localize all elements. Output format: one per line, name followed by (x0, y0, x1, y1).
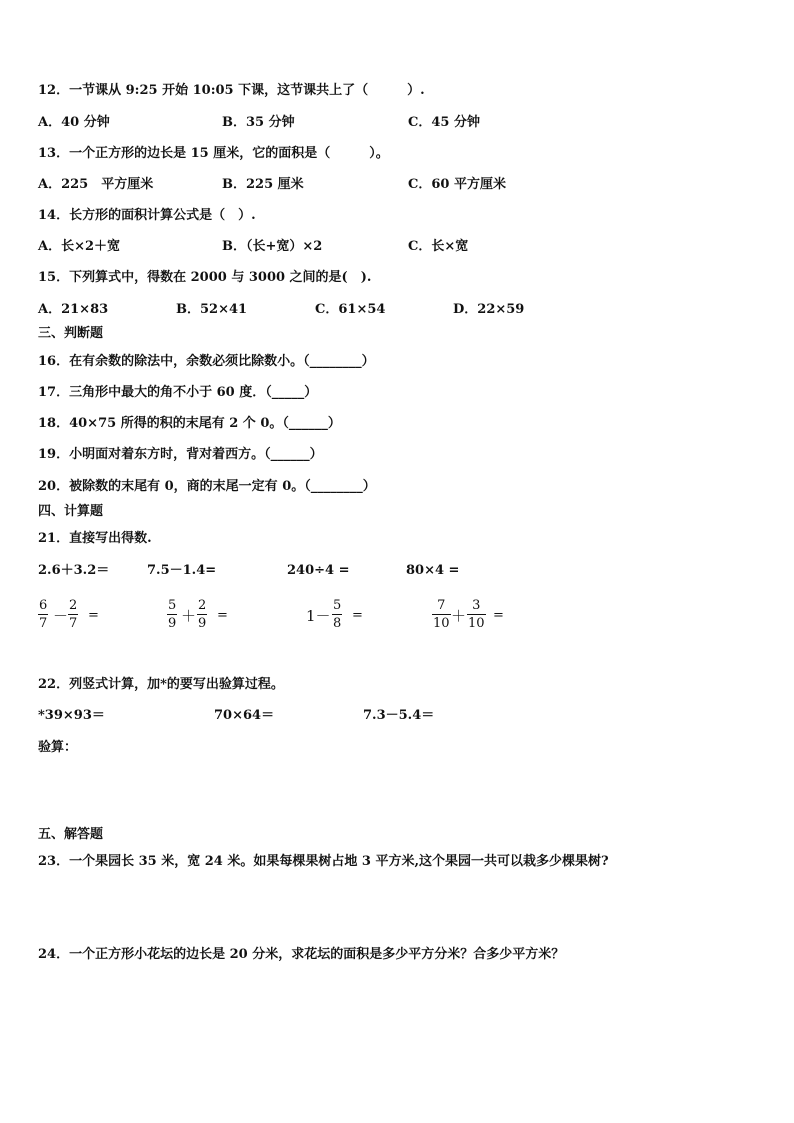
fraction-bar (432, 614, 451, 615)
fraction-6-7 (38, 598, 48, 631)
question-23: 23．一个果园长 35 米，宽 24 米。如果每棵果树占地 3 平方米,这个果园一共可以栽多少棵果树? (38, 854, 609, 869)
judge-17: 17．三角形中最大的角不小于 60 度．（_____） (38, 385, 318, 400)
operator-plus: ＋ (451, 607, 467, 625)
denominator: 7 (69, 616, 78, 631)
section-4-heading: 四、计算题 (38, 504, 104, 519)
denominator: 8 (333, 616, 342, 631)
q13-option-c: C．60 平方厘米 (408, 177, 506, 192)
question-24: 24．一个正方形小花坛的边长是 20 分米，求花坛的面积是多少平方分米？合多少平方米？ (38, 947, 565, 962)
question-12: 12．一节课从 9:25 开始 10:05 下课，这节课共上了（ ）. (38, 83, 425, 98)
judge-18: 18．40×75 所得的积的末尾有 2 个 0。（______） (38, 416, 341, 431)
equals-sign: = (352, 608, 363, 623)
q15-option-c: C．61×54 (315, 302, 386, 317)
denominator: 10 (468, 616, 485, 631)
denominator: 10 (433, 616, 450, 631)
judge-20: 20．被除数的末尾有 0，商的末尾一定有 0。（________） (38, 479, 376, 494)
check-label: 验算： (38, 740, 78, 755)
fraction-2-9 (197, 598, 207, 631)
vertical-calc-2: 70×64＝ (214, 708, 275, 723)
question-22: 22．列竖式计算，加*的要写出验算过程。 (38, 677, 284, 692)
q14-option-b: B．（长+宽）×2 (222, 239, 323, 254)
calc-item-4: 80×4 = (406, 563, 460, 578)
question-15: 15．下列算式中，得数在 2000 与 3000 之间的是( ). (38, 270, 372, 285)
vertical-calc-3: 7.3－5.4＝ (363, 708, 435, 723)
q12-option-a: A．40 分钟 (38, 115, 110, 130)
section-3-heading: 三、判断题 (38, 326, 104, 341)
question-21: 21．直接写出得数. (38, 531, 152, 546)
section-5-heading: 五、解答题 (38, 827, 104, 842)
numerator: 7 (437, 598, 446, 613)
numerator: 3 (472, 598, 481, 613)
fraction-5-9 (167, 598, 177, 631)
vertical-calc-1: *39×93＝ (38, 708, 105, 723)
q12-option-c: C．45 分钟 (408, 115, 480, 130)
numerator: 5 (168, 598, 177, 613)
fraction-bar (332, 614, 342, 615)
numerator: 2 (198, 598, 207, 613)
fraction-7-10 (432, 598, 451, 631)
q15-option-a: A．21×83 (38, 302, 109, 317)
calc-item-3: 240÷4 = (287, 563, 350, 578)
question-13: 13．一个正方形的边长是 15 厘米，它的面积是（ ）。 (38, 146, 389, 161)
q12-option-b: B．35 分钟 (222, 115, 295, 130)
q15-option-d: D．22×59 (453, 302, 525, 317)
equals-sign: = (217, 608, 228, 623)
calc-item-1: 2.6＋3.2＝ (38, 563, 110, 578)
denominator: 9 (168, 616, 177, 631)
denominator: 7 (39, 616, 48, 631)
operator-plus: ＋ (181, 607, 197, 625)
fraction-bar (167, 614, 177, 615)
whole-minus: 1－ (306, 607, 331, 625)
fraction-bar (467, 614, 486, 615)
q14-option-a: A．长×2＋宽 (38, 239, 121, 254)
judge-19: 19．小明面对着东方时，背对着西方。（______） (38, 447, 323, 462)
fraction-bar (197, 614, 207, 615)
numerator: 2 (69, 598, 78, 613)
question-14: 14．长方形的面积计算公式是（ ）. (38, 208, 256, 223)
fraction-2-7 (68, 598, 78, 631)
numerator: 6 (39, 598, 48, 613)
fraction-bar (38, 614, 48, 615)
q15-option-b: B．52×41 (176, 302, 248, 317)
equals-sign: = (493, 608, 504, 623)
denominator: 9 (198, 616, 207, 631)
equals-sign: = (88, 608, 99, 623)
calc-item-2: 7.5－1.4= (147, 563, 217, 578)
q13-option-b: B．225 厘米 (222, 177, 304, 192)
fraction-3-10 (467, 598, 486, 631)
q13-option-a: A．225 平方厘米 (38, 177, 154, 192)
judge-16: 16．在有余数的除法中，余数必须比除数小。（________） (38, 354, 375, 369)
q14-option-c: C．长×宽 (408, 239, 469, 254)
fraction-bar (68, 614, 78, 615)
operator-minus: － (53, 607, 69, 625)
fraction-5-8 (332, 598, 342, 631)
numerator: 5 (333, 598, 342, 613)
